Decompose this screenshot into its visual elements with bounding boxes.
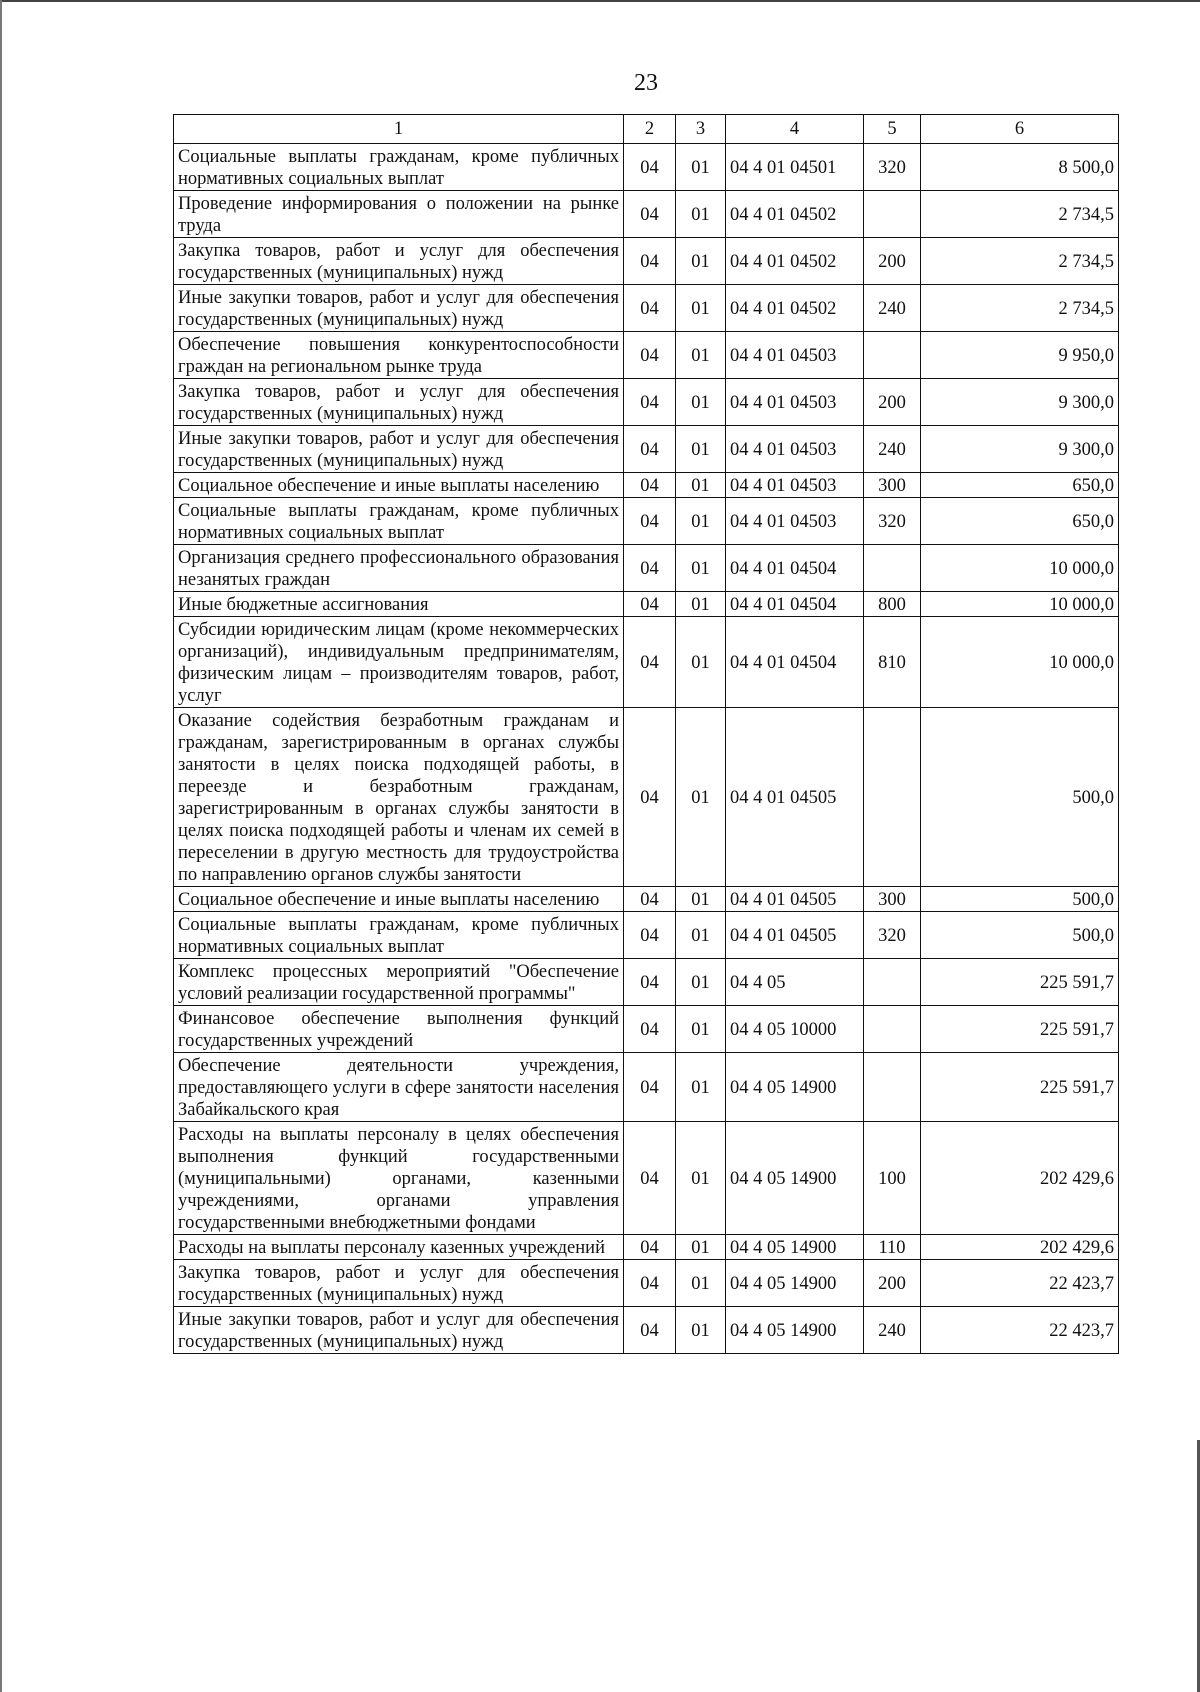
table-row — [174, 498, 1119, 545]
row-section-cell: 04 — [624, 1053, 676, 1122]
column-header-1: 1 — [174, 115, 624, 144]
row-section-cell: 04 — [624, 191, 676, 238]
row-amount-cell: 2 734,5 — [921, 191, 1119, 238]
row-expense-type-cell: 320 — [864, 498, 921, 545]
row-target-article-cell: 04 4 01 04503 — [726, 379, 864, 426]
table-row — [174, 1053, 1119, 1122]
row-name-cell: Социальное обеспечение и иные выплаты населению — [174, 473, 624, 498]
row-name-cell: Иные закупки товаров, работ и услуг для обеспечения государственных (муниципальных) нужд — [174, 285, 624, 332]
row-section-cell: 04 — [624, 1006, 676, 1053]
table-row — [174, 887, 1119, 912]
row-target-article-cell: 04 4 05 14900 — [726, 1053, 864, 1122]
table-row — [174, 592, 1119, 617]
row-expense-type-cell: 320 — [864, 912, 921, 959]
row-expense-type-cell: 240 — [864, 426, 921, 473]
row-amount-cell: 225 591,7 — [921, 959, 1119, 1006]
row-name-cell: Финансовое обеспечение выполнения функций государственных учреждений — [174, 1006, 624, 1053]
row-subsection-cell: 01 — [676, 1260, 726, 1307]
row-section-cell: 04 — [624, 332, 676, 379]
row-amount-cell: 650,0 — [921, 473, 1119, 498]
row-amount-cell: 225 591,7 — [921, 1053, 1119, 1122]
row-amount-cell: 500,0 — [921, 887, 1119, 912]
row-section-cell: 04 — [624, 238, 676, 285]
row-subsection-cell: 01 — [676, 912, 726, 959]
row-name-cell: Оказание содействия безработным гражданам и гражданам, зарегистрированным в органах службы занятости в целях поиска подходящей работы, в переезде и безработным гражданам, зарегистрированным в органах службы занятости в целях поиска подходящей работы и членам их семей в переселении в другую местность для трудоустройства по направлению органов службы занятости — [174, 708, 624, 887]
row-name-cell: Расходы на выплаты персоналу казенных учреждений — [174, 1235, 624, 1260]
row-target-article-cell: 04 4 05 14900 — [726, 1235, 864, 1260]
row-amount-cell: 202 429,6 — [921, 1235, 1119, 1260]
row-amount-cell: 500,0 — [921, 708, 1119, 887]
row-target-article-cell: 04 4 01 04502 — [726, 191, 864, 238]
row-expense-type-cell — [864, 1006, 921, 1053]
row-target-article-cell: 04 4 05 14900 — [726, 1122, 864, 1235]
row-target-article-cell: 04 4 01 04504 — [726, 617, 864, 708]
row-target-article-cell: 04 4 05 14900 — [726, 1307, 864, 1354]
row-amount-cell: 10 000,0 — [921, 545, 1119, 592]
row-target-article-cell: 04 4 01 04504 — [726, 592, 864, 617]
row-amount-cell: 225 591,7 — [921, 1006, 1119, 1053]
row-section-cell: 04 — [624, 498, 676, 545]
row-amount-cell: 10 000,0 — [921, 617, 1119, 708]
row-subsection-cell: 01 — [676, 332, 726, 379]
row-amount-cell: 650,0 — [921, 498, 1119, 545]
row-expense-type-cell — [864, 959, 921, 1006]
row-subsection-cell: 01 — [676, 887, 726, 912]
table-row — [174, 379, 1119, 426]
row-subsection-cell: 01 — [676, 191, 726, 238]
row-name-cell: Социальные выплаты гражданам, кроме публичных нормативных социальных выплат — [174, 144, 624, 191]
table-row — [174, 1260, 1119, 1307]
table-row — [174, 708, 1119, 887]
row-subsection-cell: 01 — [676, 1122, 726, 1235]
table-row — [174, 285, 1119, 332]
row-section-cell: 04 — [624, 473, 676, 498]
row-target-article-cell: 04 4 01 04505 — [726, 887, 864, 912]
row-subsection-cell: 01 — [676, 285, 726, 332]
row-name-cell: Социальные выплаты гражданам, кроме публичных нормативных социальных выплат — [174, 498, 624, 545]
row-section-cell: 04 — [624, 1307, 676, 1354]
row-subsection-cell: 01 — [676, 238, 726, 285]
column-header-5: 5 — [864, 115, 921, 144]
row-section-cell: 04 — [624, 912, 676, 959]
budget-table — [173, 114, 1119, 1354]
row-name-cell: Закупка товаров, работ и услуг для обеспечения государственных (муниципальных) нужд — [174, 238, 624, 285]
column-header-2: 2 — [624, 115, 676, 144]
row-expense-type-cell — [864, 545, 921, 592]
row-amount-cell: 8 500,0 — [921, 144, 1119, 191]
row-section-cell: 04 — [624, 617, 676, 708]
column-header-4: 4 — [726, 115, 864, 144]
row-expense-type-cell — [864, 332, 921, 379]
row-name-cell: Обеспечение деятельности учреждения, предоставляющего услуги в сфере занятости населения Забайкальского края — [174, 1053, 624, 1122]
row-name-cell: Организация среднего профессионального образования незанятых граждан — [174, 545, 624, 592]
row-amount-cell: 22 423,7 — [921, 1307, 1119, 1354]
row-name-cell: Комплекс процессных мероприятий "Обеспечение условий реализации государственной программы" — [174, 959, 624, 1006]
table-row — [174, 473, 1119, 498]
row-subsection-cell: 01 — [676, 1053, 726, 1122]
table-row — [174, 1006, 1119, 1053]
row-expense-type-cell — [864, 191, 921, 238]
row-amount-cell: 22 423,7 — [921, 1260, 1119, 1307]
table-row — [174, 1235, 1119, 1260]
row-subsection-cell: 01 — [676, 545, 726, 592]
row-amount-cell: 9 950,0 — [921, 332, 1119, 379]
row-name-cell: Закупка товаров, работ и услуг для обеспечения государственных (муниципальных) нужд — [174, 379, 624, 426]
row-section-cell: 04 — [624, 708, 676, 887]
row-amount-cell: 2 734,5 — [921, 238, 1119, 285]
row-target-article-cell: 04 4 01 04503 — [726, 426, 864, 473]
row-section-cell: 04 — [624, 545, 676, 592]
row-subsection-cell: 01 — [676, 708, 726, 887]
row-section-cell: 04 — [624, 426, 676, 473]
row-target-article-cell: 04 4 01 04503 — [726, 498, 864, 545]
row-target-article-cell: 04 4 05 — [726, 959, 864, 1006]
row-target-article-cell: 04 4 01 04504 — [726, 545, 864, 592]
row-subsection-cell: 01 — [676, 1307, 726, 1354]
row-name-cell: Субсидии юридическим лицам (кроме некоммерческих организаций), индивидуальным предпринимателям, физическим лицам – производителям товаров, работ, услуг — [174, 617, 624, 708]
row-expense-type-cell: 300 — [864, 473, 921, 498]
table-row — [174, 959, 1119, 1006]
row-section-cell: 04 — [624, 887, 676, 912]
row-name-cell: Иные закупки товаров, работ и услуг для обеспечения государственных (муниципальных) нужд — [174, 426, 624, 473]
row-subsection-cell: 01 — [676, 426, 726, 473]
row-subsection-cell: 01 — [676, 617, 726, 708]
row-name-cell: Социальное обеспечение и иные выплаты населению — [174, 887, 624, 912]
row-section-cell: 04 — [624, 1260, 676, 1307]
row-target-article-cell: 04 4 01 04501 — [726, 144, 864, 191]
row-name-cell: Иные бюджетные ассигнования — [174, 592, 624, 617]
row-amount-cell: 9 300,0 — [921, 426, 1119, 473]
row-expense-type-cell: 200 — [864, 238, 921, 285]
row-amount-cell: 9 300,0 — [921, 379, 1119, 426]
row-expense-type-cell: 240 — [864, 285, 921, 332]
row-subsection-cell: 01 — [676, 498, 726, 545]
row-subsection-cell: 01 — [676, 473, 726, 498]
table-row — [174, 545, 1119, 592]
row-section-cell: 04 — [624, 1235, 676, 1260]
table-row — [174, 191, 1119, 238]
row-expense-type-cell: 200 — [864, 379, 921, 426]
row-expense-type-cell: 810 — [864, 617, 921, 708]
row-target-article-cell: 04 4 01 04503 — [726, 473, 864, 498]
page-number: 23 — [634, 70, 658, 96]
row-expense-type-cell: 110 — [864, 1235, 921, 1260]
row-target-article-cell: 04 4 01 04505 — [726, 708, 864, 887]
row-section-cell: 04 — [624, 592, 676, 617]
row-target-article-cell: 04 4 05 14900 — [726, 1260, 864, 1307]
row-target-article-cell: 04 4 01 04502 — [726, 285, 864, 332]
page-edge-left — [0, 0, 2, 1692]
row-expense-type-cell — [864, 708, 921, 887]
table-row — [174, 912, 1119, 959]
table-row — [174, 332, 1119, 379]
column-header-6: 6 — [921, 115, 1119, 144]
table-header-row — [174, 115, 1119, 144]
row-expense-type-cell: 300 — [864, 887, 921, 912]
row-expense-type-cell: 240 — [864, 1307, 921, 1354]
row-amount-cell: 202 429,6 — [921, 1122, 1119, 1235]
row-amount-cell: 2 734,5 — [921, 285, 1119, 332]
row-subsection-cell: 01 — [676, 959, 726, 1006]
row-target-article-cell: 04 4 01 04502 — [726, 238, 864, 285]
column-header-3: 3 — [676, 115, 726, 144]
row-name-cell: Иные закупки товаров, работ и услуг для обеспечения государственных (муниципальных) нужд — [174, 1307, 624, 1354]
row-expense-type-cell: 200 — [864, 1260, 921, 1307]
row-target-article-cell: 04 4 05 10000 — [726, 1006, 864, 1053]
row-expense-type-cell — [864, 1053, 921, 1122]
table-body — [174, 144, 1119, 1354]
table-row — [174, 238, 1119, 285]
table-row — [174, 144, 1119, 191]
row-expense-type-cell: 320 — [864, 144, 921, 191]
row-expense-type-cell: 100 — [864, 1122, 921, 1235]
row-subsection-cell: 01 — [676, 1235, 726, 1260]
row-section-cell: 04 — [624, 379, 676, 426]
row-section-cell: 04 — [624, 959, 676, 1006]
page-edge-top — [0, 0, 1200, 2]
row-amount-cell: 10 000,0 — [921, 592, 1119, 617]
row-section-cell: 04 — [624, 285, 676, 332]
row-name-cell: Расходы на выплаты персоналу в целях обеспечения выполнения функций государственными (муниципальными) органами, казенными учреждениями, органами управления государственными внебюджетными фондами — [174, 1122, 624, 1235]
table-row — [174, 426, 1119, 473]
row-name-cell: Закупка товаров, работ и услуг для обеспечения государственных (муниципальных) нужд — [174, 1260, 624, 1307]
row-subsection-cell: 01 — [676, 379, 726, 426]
row-name-cell: Обеспечение повышения конкурентоспособности граждан на региональном рынке труда — [174, 332, 624, 379]
table-row — [174, 617, 1119, 708]
row-section-cell: 04 — [624, 144, 676, 191]
row-amount-cell: 500,0 — [921, 912, 1119, 959]
row-subsection-cell: 01 — [676, 1006, 726, 1053]
row-expense-type-cell: 800 — [864, 592, 921, 617]
row-subsection-cell: 01 — [676, 144, 726, 191]
row-target-article-cell: 04 4 01 04503 — [726, 332, 864, 379]
table-row — [174, 1307, 1119, 1354]
row-subsection-cell: 01 — [676, 592, 726, 617]
row-name-cell: Социальные выплаты гражданам, кроме публичных нормативных социальных выплат — [174, 912, 624, 959]
table-row — [174, 1122, 1119, 1235]
row-section-cell: 04 — [624, 1122, 676, 1235]
row-name-cell: Проведение информирования о положении на рынке труда — [174, 191, 624, 238]
row-target-article-cell: 04 4 01 04505 — [726, 912, 864, 959]
